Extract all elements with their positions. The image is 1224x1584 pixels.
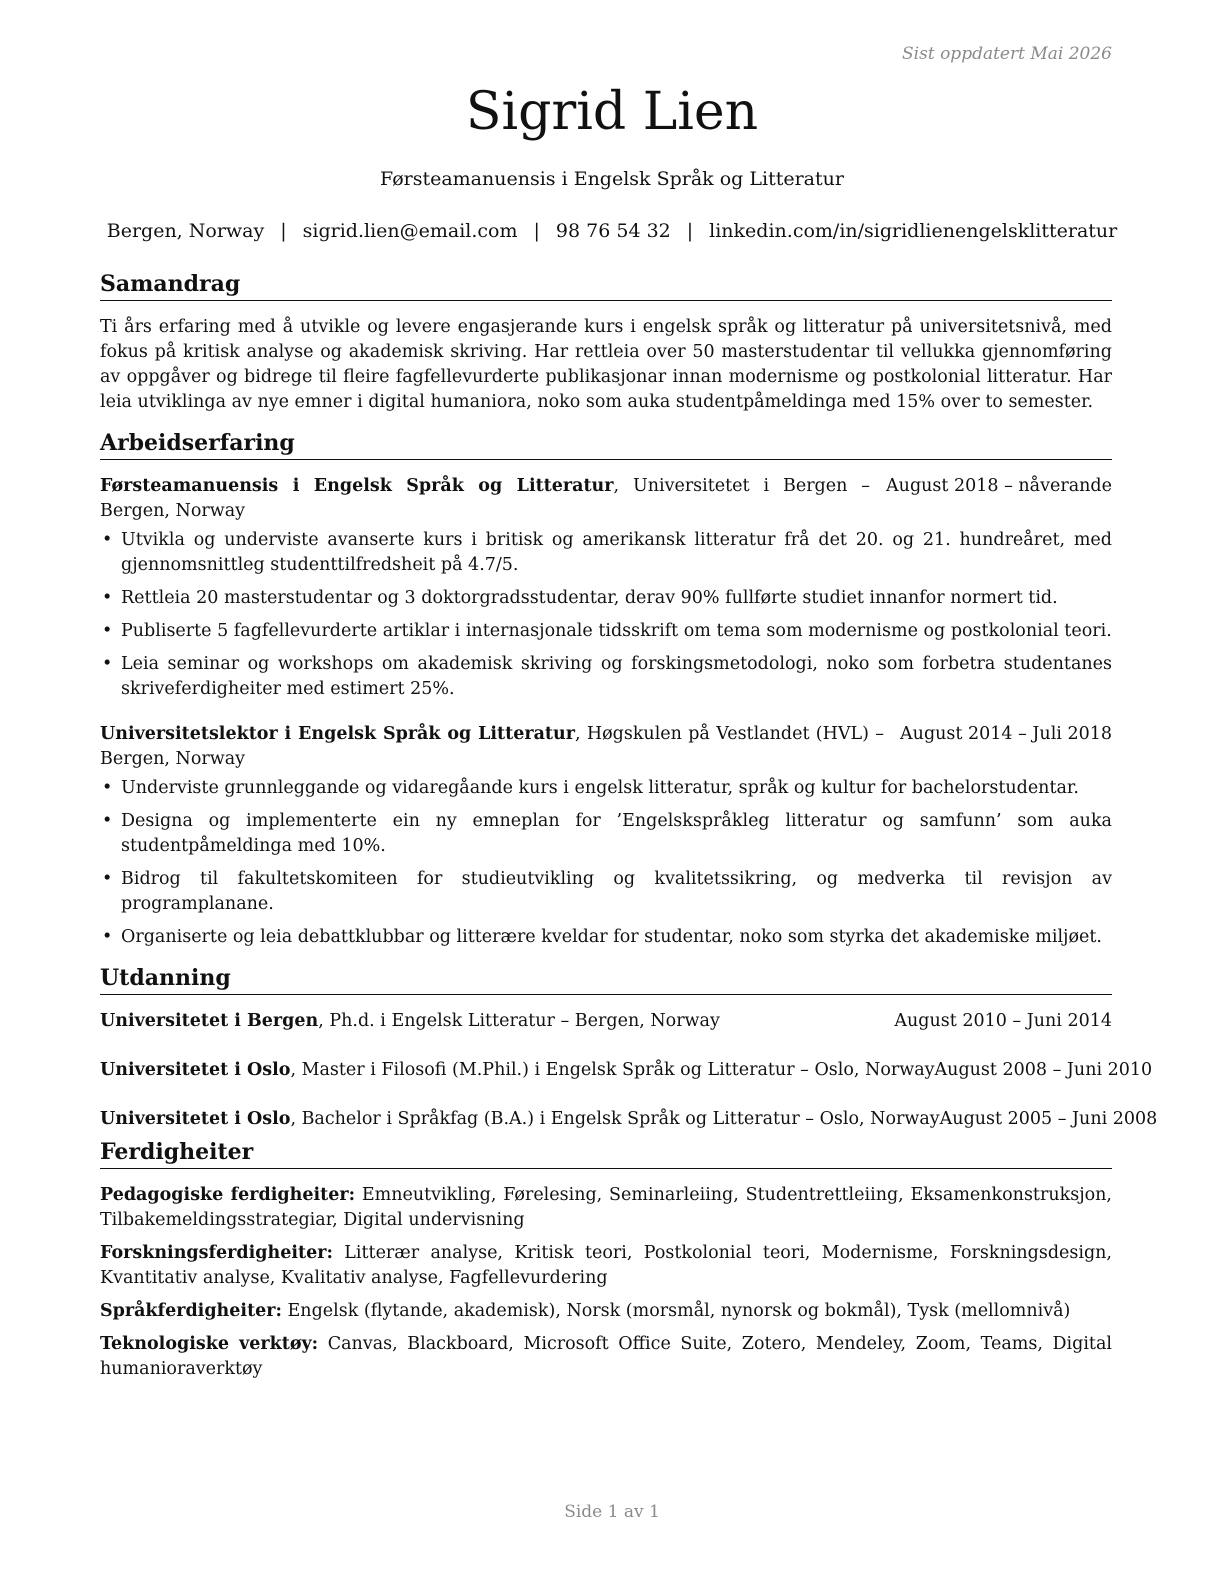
job-org: , Høgskulen på Vestlandet (HVL) – Bergen, Norway [100, 724, 885, 769]
section-heading-skills: Ferdigheiter [100, 1138, 1112, 1169]
bullet-text: Leia seminar og workshops om akademisk skriving og forskingsmetodologi, noko som forbetra studentanes skriveferdigheiter med estimert 25%. [121, 654, 1112, 699]
skill-text: Engelsk (flytande, akademisk), Norsk (morsmål, nynorsk og bokmål), Tysk (mellomnivå) [281, 1301, 1071, 1321]
contact-email[interactable]: sigrid.lien@email.com [302, 220, 518, 242]
education-dates: August 2008 – Juni 2010 [934, 1060, 1153, 1080]
summary-text: Ti års erfaring med å utvikle og levere engasjerande kurs i engelsk språk og litteratur på universitetsnivå, med fokus på kritisk analyse og akademisk skriving. Har rettleia over 50 masterstudentar til vellukka gjennomføring av oppgåver og bidrege til fleire fagfellevurderte publikasjonar innan modernisme og postkolonial litteratur. Har leia utviklinga av nye emner i digital humaniora, noko som auka studentpåmeldinga med 15% over to semester. [100, 317, 1112, 412]
education-detail [100, 1009, 720, 1034]
list-item [100, 586, 1112, 611]
job-header [100, 474, 1112, 524]
list-item [100, 619, 1112, 644]
section-heading-summary: Samandrag [100, 270, 1112, 301]
job-role [100, 474, 870, 524]
job-title: Førsteamanuensis i Engelsk Språk og Litteratur [100, 476, 614, 496]
bullet-text: Utvikla og underviste avanserte kurs i britisk og amerikansk litteratur frå det 20. og 21. hundreåret, med gjennomsnittleg studenttilfredsheit på 4.7/5. [121, 530, 1112, 575]
last-updated: Sist oppdatert Mai 2026 [902, 44, 1112, 64]
skill-label: Teknologiske verktøy: [100, 1334, 319, 1354]
section-heading-experience: Arbeidserfaring [100, 429, 1112, 460]
skill-label: Språkferdigheiter: [100, 1301, 282, 1321]
skill-text: Litterær analyse, Kritisk teori, Postkolonial teori, Modernisme, Forskningsdesign, Kvantitativ analyse, Kvalitativ analyse, Fagfellevurdering [100, 1243, 1112, 1288]
education-degree: , Ph.d. i Engelsk Litteratur – Bergen, Norway [318, 1011, 720, 1031]
education-entry [100, 1058, 1153, 1083]
bullet-icon: • [102, 621, 113, 641]
skill-row [100, 1299, 1112, 1324]
job-entry [100, 474, 1112, 702]
contact-location: Bergen, Norway [106, 220, 265, 242]
skill-label: Forskningsferdigheiter: [100, 1243, 333, 1263]
bullet-text: Rettleia 20 masterstudentar og 3 doktorgradsstudentar, derav 90% fullførte studiet innanfor normert tid. [121, 588, 1058, 608]
education-degree: , Master i Filosofi (M.Phil.) i Engelsk Språk og Litteratur – Oslo, Norway [290, 1060, 935, 1080]
job-org: , Universitetet i Bergen – Bergen, Norway [100, 476, 871, 521]
skill-row [100, 1332, 1112, 1382]
skill-row [100, 1183, 1112, 1233]
skill-row [100, 1241, 1112, 1291]
bullet-text: Bidrog til fakultetskomiteen for studieutvikling og kvalitetssikring, og medverka til revisjon av programplanane. [121, 869, 1112, 914]
bullet-icon: • [102, 778, 113, 798]
bullet-icon: • [102, 530, 113, 550]
list-item [100, 528, 1112, 578]
skill-label: Pedagogiske ferdigheiter: [100, 1185, 356, 1205]
contact-separator: | [280, 220, 287, 242]
list-item [100, 867, 1112, 917]
job-bullets [100, 776, 1112, 950]
education-dates: August 2005 – Juni 2008 [939, 1109, 1158, 1129]
education-dates: August 2010 – Juni 2014 [894, 1011, 1112, 1031]
job-dates: August 2014 – Juli 2018 [900, 724, 1112, 744]
education-entry [100, 1107, 1158, 1132]
job-header [100, 722, 1112, 772]
section-heading-education: Utdanning [100, 964, 1112, 995]
list-item [100, 652, 1112, 702]
education-school: Universitetet i Bergen [100, 1011, 319, 1031]
skills-list [100, 1183, 1112, 1382]
bullet-text: Underviste grunnleggande og vidaregåande kurs i engelsk litteratur, språk og kultur for bachelorstudentar. [121, 778, 1079, 798]
bullet-text: Organiserte og leia debattklubbar og litterære kveldar for studentar, noko som styrka det akademiske miljøet. [121, 927, 1102, 947]
job-bullets [100, 528, 1112, 702]
job-entry [100, 722, 1112, 950]
contact-phone: 98 76 54 32 [555, 220, 671, 242]
bullet-icon: • [102, 588, 113, 608]
resume-body [100, 270, 1158, 1390]
skill-text: Emneutvikling, Førelesing, Seminarleiing, Studentrettleiing, Eksamenkonstruksjon, Tilbakemeldingsstrategiar, Digital undervisning [100, 1185, 1112, 1230]
job-title: Førsteamanuensis i Engelsk Språk og Litteratur [380, 168, 844, 190]
education-detail [100, 1058, 935, 1083]
bullet-icon: • [102, 811, 113, 831]
contact-line [0, 220, 1224, 242]
contact-linkedin[interactable]: linkedin.com/in/sigridlienengelsklitteratur [709, 220, 1118, 242]
page-number: Side 1 av 1 [564, 1502, 660, 1522]
list-item [100, 925, 1112, 950]
list-item [100, 776, 1112, 801]
education-entry [100, 1009, 1112, 1034]
bullet-icon: • [102, 927, 113, 947]
job-dates: August 2018 – nåverande [886, 476, 1112, 496]
bullet-icon: • [102, 869, 113, 889]
education-detail [100, 1107, 940, 1132]
bullet-text: Publiserte 5 fagfellevurderte artiklar i internasjonale tidsskrift om tema som modernisme og postkolonial teori. [121, 621, 1112, 641]
job-role [100, 722, 884, 772]
bullet-text: Designa og implementerte ein ny emneplan for ’Engelskspråkleg litteratur og samfunn’ som auka studentpåmeldinga med 10%. [121, 811, 1112, 856]
bullet-icon: • [102, 654, 113, 674]
contact-separator: | [686, 220, 694, 242]
list-item [100, 809, 1112, 859]
contact-separator: | [533, 220, 540, 242]
job-title: Universitetslektor i Engelsk Språk og Litteratur [100, 724, 575, 744]
education-degree: , Bachelor i Språkfag (B.A.) i Engelsk Språk og Litteratur – Oslo, Norway [290, 1109, 940, 1129]
person-name: Sigrid Lien [465, 82, 759, 142]
education-school: Universitetet i Oslo [100, 1060, 291, 1080]
education-school: Universitetet i Oslo [100, 1109, 291, 1129]
skill-text: Canvas, Blackboard, Microsoft Office Suite, Zotero, Mendeley, Zoom, Teams, Digital humanioraverktøy [100, 1334, 1112, 1379]
